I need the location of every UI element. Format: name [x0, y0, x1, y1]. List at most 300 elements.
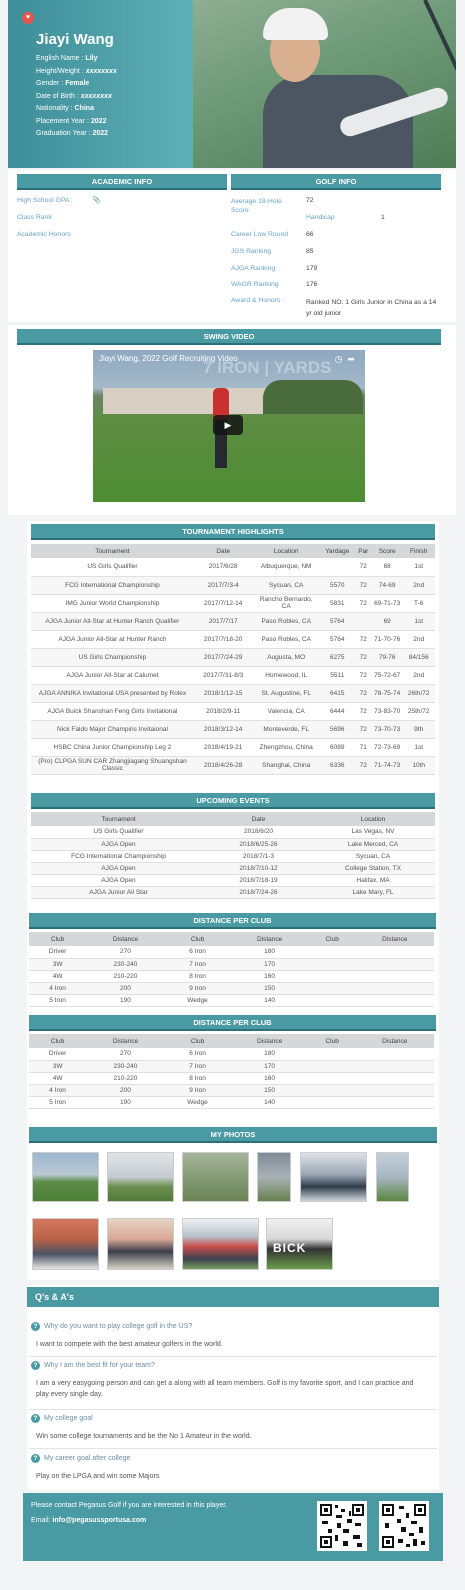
table-row: [31, 862, 435, 874]
table-cell: [355, 612, 372, 630]
qa-question-2: Why I am the best fit for your team?: [44, 1362, 155, 1369]
question-icon: ?: [31, 1361, 40, 1370]
distance-header-row: [29, 932, 434, 946]
table-cell: 71: [355, 738, 372, 756]
table-cell: 72: [355, 720, 372, 738]
table-cell: St. Augustine, FL: [253, 684, 320, 702]
table-cell: AJGA Open: [31, 862, 206, 874]
table-cell: 6 Iron: [165, 1048, 231, 1060]
awards-label: Award & Honors :: [231, 297, 285, 304]
table-cell: [355, 982, 434, 994]
table-cell: 150: [230, 982, 309, 994]
qa-title: Q's & A's: [27, 1287, 439, 1307]
table-cell: Halifax, MA: [311, 874, 435, 886]
profile-header: [8, 0, 456, 168]
photo-thumbnail-9[interactable]: [182, 1218, 259, 1270]
col-par: Par: [355, 544, 372, 558]
gender-row: [36, 78, 117, 91]
player-name: Jiayi Wang: [36, 31, 114, 48]
table-cell: 2017/7/31-8/3: [194, 666, 253, 684]
table-cell: 72: [355, 648, 372, 666]
col-up-location: Location: [311, 812, 435, 826]
table-cell: 6415: [320, 684, 355, 702]
col-date: Date: [194, 544, 253, 558]
gender-value: Female: [65, 80, 90, 87]
table-cell: 160: [230, 1072, 309, 1084]
question-icon: ?: [31, 1454, 40, 1463]
table-cell: [355, 994, 434, 1006]
col-distance-1: Distance: [86, 932, 165, 946]
table-cell: AJGA Buick Shanshan Feng Girls Invitational: [31, 702, 194, 720]
table-cell: Lake Mary, FL: [311, 886, 435, 898]
table-cell: AJGA Junior All Star: [31, 886, 206, 898]
video-action-icons: [335, 354, 355, 365]
table-cell: [309, 1096, 356, 1108]
table-cell: 5 Iron: [29, 1096, 86, 1108]
table-cell: 10th: [402, 756, 435, 774]
table-cell: 150: [230, 1084, 309, 1096]
trees-shape: [263, 380, 363, 414]
table-cell: Nick Faldo Major Champins Invitaional: [31, 720, 194, 738]
handicap-label: Handicap: [306, 214, 335, 221]
table-cell: 170: [230, 958, 309, 970]
table-cell: 5764: [320, 612, 355, 630]
graduation-value: 2022: [92, 130, 109, 137]
table-cell: 9 Iron: [165, 982, 231, 994]
table-cell: 140: [230, 1096, 309, 1108]
distance-title-2: DISTANCE PER CLUB: [29, 1015, 436, 1031]
table-row: [31, 720, 435, 738]
table-cell: Paso Robles, CA: [253, 630, 320, 648]
photo-thumbnail-3[interactable]: [182, 1152, 249, 1202]
table-cell: 72: [355, 558, 372, 576]
table-row: [31, 594, 435, 612]
table-cell: 210-220: [86, 970, 165, 982]
table-cell: [355, 1096, 434, 1108]
swing-video-player[interactable]: [93, 350, 365, 502]
table-cell: 5511: [320, 666, 355, 684]
table-cell: 8 Iron: [165, 1072, 231, 1084]
col-finish: Finish: [402, 544, 435, 558]
table-cell: 6 Iron: [165, 946, 231, 958]
swing-video-title: SWING VIDEO: [17, 329, 441, 345]
placement-row: [36, 116, 117, 129]
table-cell: 84/156: [402, 648, 435, 666]
table-row: [31, 648, 435, 666]
dob-value: xxxxxxxx: [80, 92, 112, 100]
table-cell: 2018/3/12-14: [194, 720, 253, 738]
table-cell: 2017/7/12-14: [194, 594, 253, 612]
career-low-label: Career Low Round: [231, 231, 289, 238]
table-cell: 2nd: [402, 666, 435, 684]
table-cell: 2018/7/1-3: [206, 850, 311, 862]
table-cell: [309, 982, 356, 994]
dob-row: [36, 91, 117, 104]
table-cell: 26th/72: [402, 684, 435, 702]
table-cell: AJGA Junior All-Star at Calumet: [31, 666, 194, 684]
table-cell: 1st: [402, 612, 435, 630]
col-club-2: Club: [165, 1034, 231, 1048]
table-cell: T-6: [402, 594, 435, 612]
qa-question-3: My college goal: [44, 1415, 93, 1422]
class-rank-label: Class Rank: [17, 214, 52, 221]
height-weight-row: [36, 66, 117, 79]
table-cell: AJGA Open: [31, 838, 206, 850]
upcoming-title: UPCOMING EVENTS: [31, 793, 435, 809]
ajga-value: 179: [306, 265, 318, 272]
table-cell: 200: [86, 982, 165, 994]
table-cell: Monteverde, FL: [253, 720, 320, 738]
height-weight-label: Height/Weight :: [36, 67, 84, 75]
distance-table-2: [29, 1034, 434, 1109]
col-tournament: Tournament: [31, 544, 194, 558]
table-cell: 74-69: [372, 576, 402, 594]
table-cell: Sycuan, CA: [253, 576, 320, 594]
table-cell: Valencia, CA: [253, 702, 320, 720]
col-distance-3: Distance: [355, 932, 434, 946]
table-row: [31, 756, 435, 774]
table-cell: [355, 1084, 434, 1096]
table-cell: 5831: [320, 594, 355, 612]
table-row: [31, 576, 435, 594]
table-cell: [355, 1048, 434, 1060]
gender-label: Gender :: [36, 80, 64, 87]
table-cell: 4 Iron: [29, 1084, 86, 1096]
career-low-value: 66: [306, 231, 314, 238]
tournament-header-row: [31, 544, 435, 558]
col-club-1: Club: [29, 1034, 86, 1048]
table-cell: 71-74-73: [372, 756, 402, 774]
placement-label: Placement Year :: [36, 117, 89, 125]
avg-score-label: Average 18-Hole Score: [231, 198, 282, 214]
table-cell: AJGA Open: [31, 874, 206, 886]
distance-table-1: [29, 932, 434, 1007]
footer-email-row: [31, 1517, 146, 1524]
jgs-label: JGS Ranking: [231, 248, 272, 255]
table-cell: 1st: [402, 738, 435, 756]
table-cell: 3W: [29, 958, 86, 970]
table-cell: Homewood, IL: [253, 666, 320, 684]
table-cell: [355, 970, 434, 982]
photo-thumbnail-5[interactable]: [300, 1152, 367, 1202]
footer-email-link[interactable]: info@pegasussportusa.com: [52, 1517, 147, 1524]
table-row: [31, 850, 435, 862]
table-cell: 4W: [29, 970, 86, 982]
height-weight-value: xxxxxxxx: [85, 67, 117, 75]
photo-thumbnail-6[interactable]: [376, 1152, 409, 1202]
table-cell: 25th/72: [402, 702, 435, 720]
table-cell: Wedge: [165, 994, 231, 1006]
table-cell: [309, 994, 356, 1006]
table-cell: 6089: [320, 738, 355, 756]
table-row: [29, 1048, 434, 1060]
table-cell: 2017/7/3-4: [194, 576, 253, 594]
qa-divider: [29, 1448, 437, 1449]
table-cell: HSBC China Junior Championship Leg 2: [31, 738, 194, 756]
table-cell: 73-83-70: [372, 702, 402, 720]
table-cell: 5570: [320, 576, 355, 594]
col-location: Location: [253, 544, 320, 558]
wagr-label: WAGR Ranking: [231, 281, 279, 288]
table-cell: 9th: [402, 720, 435, 738]
table-cell: [320, 558, 355, 576]
table-cell: 2017/7/17: [194, 612, 253, 630]
table-row: [29, 982, 434, 994]
table-cell: [309, 1048, 356, 1060]
table-cell: AJGA Junior All-Star at Hunter Ranch Qualifier: [31, 612, 194, 630]
qa-question-1: Why do you want to play college golf in the US?: [44, 1323, 193, 1330]
table-cell: 71-70-76: [372, 630, 402, 648]
table-cell: 2018/6/25-26: [206, 838, 311, 850]
qa-answer-2: I am a very easygoing person and can get a along with all team members. Golf is my favorite sport, and I can practice and play every single day.: [36, 1380, 414, 1398]
tournament-title: TOURNAMENT HIGHLIGHTS: [31, 524, 435, 540]
table-row: [31, 612, 435, 630]
table-cell: FCG International Championship: [31, 576, 194, 594]
photo-thumbnail-1[interactable]: [32, 1152, 99, 1202]
table-cell: 72: [355, 684, 372, 702]
table-cell: 2nd: [402, 630, 435, 648]
heart-icon[interactable]: ♥: [22, 12, 34, 24]
photo-thumbnail-10[interactable]: [266, 1218, 333, 1270]
table-cell: Paso Robles, CA: [253, 612, 320, 630]
table-cell: 2018/7/24-26: [206, 886, 311, 898]
table-cell: 8 Iron: [165, 970, 231, 982]
table-cell: Shanghai, China: [253, 756, 320, 774]
col-distance-2: Distance: [230, 1034, 309, 1048]
table-cell: 72-73-69: [372, 738, 402, 756]
table-cell: 2nd: [402, 576, 435, 594]
photo-thumbnail-4[interactable]: [257, 1152, 291, 1202]
table-cell: 4 Iron: [29, 982, 86, 994]
footer-contact-text: Please contact Pegasus Golf if you are interested in this player.: [31, 1502, 228, 1509]
table-cell: 72: [355, 756, 372, 774]
academic-info-title: ACADEMIC INFO: [17, 174, 227, 190]
table-row: [31, 702, 435, 720]
table-cell: [309, 970, 356, 982]
table-row: [29, 1084, 434, 1096]
qa-question-4: My career goal after college: [44, 1455, 131, 1462]
col-score: Score: [372, 544, 402, 558]
table-cell: AJGA Junior All-Star at Hunter Ranch: [31, 630, 194, 648]
upcoming-table: [31, 812, 435, 899]
table-cell: [355, 1072, 434, 1084]
table-cell: Las Vegas, NV: [311, 826, 435, 838]
table-cell: 73-70-73: [372, 720, 402, 738]
col-up-tournament: Tournament: [31, 812, 206, 826]
col-club-3: Club: [309, 932, 356, 946]
table-cell: 200: [86, 1084, 165, 1096]
table-cell: 6336: [320, 756, 355, 774]
houses-shape: [103, 388, 278, 414]
table-cell: 4W: [29, 1072, 86, 1084]
table-cell: AJGA ANNIKA Invitational USA presented by Rolex: [31, 684, 194, 702]
table-cell: Sycuan, CA: [311, 850, 435, 862]
question-icon: ?: [31, 1414, 40, 1423]
table-cell: 72: [355, 666, 372, 684]
video-title[interactable]: Jiayi Wang, 2022 Golf Recruiting Video: [99, 354, 238, 363]
wagr-value: 176: [306, 281, 318, 288]
qa-answer-4: Play on the LPGA and win some Majors: [36, 1473, 160, 1480]
watch-later-icon[interactable]: ◷: [334, 354, 343, 364]
table-cell: Lake Merced, CA: [311, 838, 435, 850]
graduation-row: [36, 128, 117, 141]
table-cell: US Girls Qualifier: [31, 826, 206, 838]
english-name-row: [36, 53, 117, 66]
table-cell: 170: [230, 1060, 309, 1072]
table-cell: 1st: [402, 558, 435, 576]
table-cell: 79-76: [372, 648, 402, 666]
nationality-row: [36, 103, 117, 116]
question-icon: ?: [31, 1322, 40, 1331]
table-cell: 210-220: [86, 1072, 165, 1084]
col-yardage: Yardage: [320, 544, 355, 558]
table-row: [29, 970, 434, 982]
table-cell: Driver: [29, 946, 86, 958]
table-cell: 5764: [320, 630, 355, 648]
table-cell: 2018/6/20: [206, 826, 311, 838]
table-cell: 7 Iron: [165, 958, 231, 970]
table-cell: 2018/7/18-19: [206, 874, 311, 886]
ajga-label: AJGA Ranking: [231, 265, 276, 272]
photo-thumbnail-7[interactable]: [32, 1218, 99, 1270]
table-cell: [309, 1060, 356, 1072]
table-row: [29, 994, 434, 1006]
table-cell: FCG International Championship: [31, 850, 206, 862]
col-distance-2: Distance: [230, 932, 309, 946]
table-cell: 160: [230, 970, 309, 982]
qr-code-icon: [317, 1501, 367, 1551]
table-cell: 2018/1/12-15: [194, 684, 253, 702]
qa-answer-1: I want to compete with the best amateur golfers in the world.: [36, 1341, 223, 1348]
table-cell: Albuquerque, NM: [253, 558, 320, 576]
table-cell: 7 Iron: [165, 1060, 231, 1072]
qa-answer-3: Win some college tournaments and be the No 1 Amateur in the world.: [36, 1433, 252, 1440]
table-row: [31, 684, 435, 702]
table-cell: [309, 1084, 356, 1096]
qr-code-icon: [379, 1501, 429, 1551]
table-cell: 6275: [320, 648, 355, 666]
table-row: [29, 958, 434, 970]
qa-divider: [29, 1356, 437, 1357]
table-cell: 190: [86, 1096, 165, 1108]
table-cell: Augusta, MO: [253, 648, 320, 666]
table-cell: 72: [355, 630, 372, 648]
footer-email-label: Email:: [31, 1517, 51, 1524]
table-cell: [355, 1060, 434, 1072]
table-row: [29, 1072, 434, 1084]
placement-value: 2022: [90, 117, 107, 125]
table-cell: 230-240: [86, 1060, 165, 1072]
table-cell: 75-72-67: [372, 666, 402, 684]
table-row: [31, 886, 435, 898]
table-cell: College Station, TX: [311, 862, 435, 874]
table-cell: US Girls Championship: [31, 648, 194, 666]
table-cell: 5696: [320, 720, 355, 738]
paperclip-icon: 📎: [92, 197, 101, 204]
table-cell: 3W: [29, 1060, 86, 1072]
photo-watermark: BICK: [273, 1241, 307, 1255]
table-cell: 230-240: [86, 958, 165, 970]
col-distance-3: Distance: [355, 1034, 434, 1048]
col-club-3: Club: [309, 1034, 356, 1048]
table-cell: [355, 946, 434, 958]
table-cell: 270: [86, 1048, 165, 1060]
academic-honors-label: Academic Honors: [17, 231, 71, 238]
play-icon[interactable]: ▶: [213, 415, 243, 435]
table-cell: 69-71-73: [372, 594, 402, 612]
avg-score-value: 72: [306, 197, 314, 204]
table-cell: 2017/7/18-20: [194, 630, 253, 648]
table-row: [31, 838, 435, 850]
photo-thumbnail-2[interactable]: [107, 1152, 174, 1202]
photo-thumbnail-8[interactable]: [107, 1218, 174, 1270]
col-up-date: Date: [206, 812, 311, 826]
table-row: [29, 1096, 434, 1108]
table-row: [31, 738, 435, 756]
dob-label: Date of Birth :: [36, 92, 79, 100]
col-distance-1: Distance: [86, 1034, 165, 1048]
video-overlay-text: 7 IRON | YARDS: [203, 358, 332, 377]
table-cell: IMG Junior World Championship: [31, 594, 194, 612]
profile-fields: [36, 53, 117, 141]
table-cell: Zhengzhou, China: [253, 738, 320, 756]
nationality-value: China: [74, 105, 94, 112]
awards-value: Ranked NO. 1 Girls Junior in China as a 14 yr old junior: [306, 299, 437, 317]
tournament-table: [31, 544, 435, 775]
share-icon[interactable]: ➦: [347, 354, 355, 364]
upcoming-header-row: [31, 812, 435, 826]
table-cell: 2018/4/26-28: [194, 756, 253, 774]
gpa-label: High School GPA :: [17, 197, 73, 204]
qa-divider: [29, 1409, 437, 1410]
table-cell: 180: [230, 1048, 309, 1060]
table-cell: 72: [355, 576, 372, 594]
table-cell: Rancho Bernardo, CA: [253, 594, 320, 612]
table-cell: 2017/7/24-29: [194, 648, 253, 666]
table-cell: 9 Iron: [165, 1084, 231, 1096]
table-cell: Driver: [29, 1048, 86, 1060]
table-row: [31, 826, 435, 838]
photos-title: MY PHOTOS: [29, 1127, 437, 1143]
english-name-value: Lily: [85, 55, 98, 62]
table-cell: US Girls Qualifier: [31, 558, 194, 576]
golf-info-title: GOLF INFO: [231, 174, 441, 190]
handicap-value: 1: [381, 214, 385, 221]
table-cell: 5 Iron: [29, 994, 86, 1006]
table-cell: 72: [355, 594, 372, 612]
table-row: [31, 558, 435, 576]
distance-header-row: [29, 1034, 434, 1048]
table-cell: [355, 958, 434, 970]
table-cell: (Pro) CLPGA SUN CAR Zhangjiagang Shuangshan Classic: [31, 756, 194, 774]
table-cell: 140: [230, 994, 309, 1006]
table-cell: 2018/4/19-21: [194, 738, 253, 756]
table-cell: [309, 958, 356, 970]
table-cell: [309, 1072, 356, 1084]
table-cell: 72: [355, 702, 372, 720]
table-cell: 6444: [320, 702, 355, 720]
english-name-label: English Name :: [36, 55, 84, 62]
table-row: [31, 630, 435, 648]
table-cell: 2018/7/10-12: [206, 862, 311, 874]
col-club-2: Club: [165, 932, 231, 946]
table-cell: 2017/6/28: [194, 558, 253, 576]
col-club-1: Club: [29, 932, 86, 946]
table-cell: 69: [372, 612, 402, 630]
table-row: [29, 1060, 434, 1072]
table-cell: 180: [230, 946, 309, 958]
table-row: [29, 946, 434, 958]
